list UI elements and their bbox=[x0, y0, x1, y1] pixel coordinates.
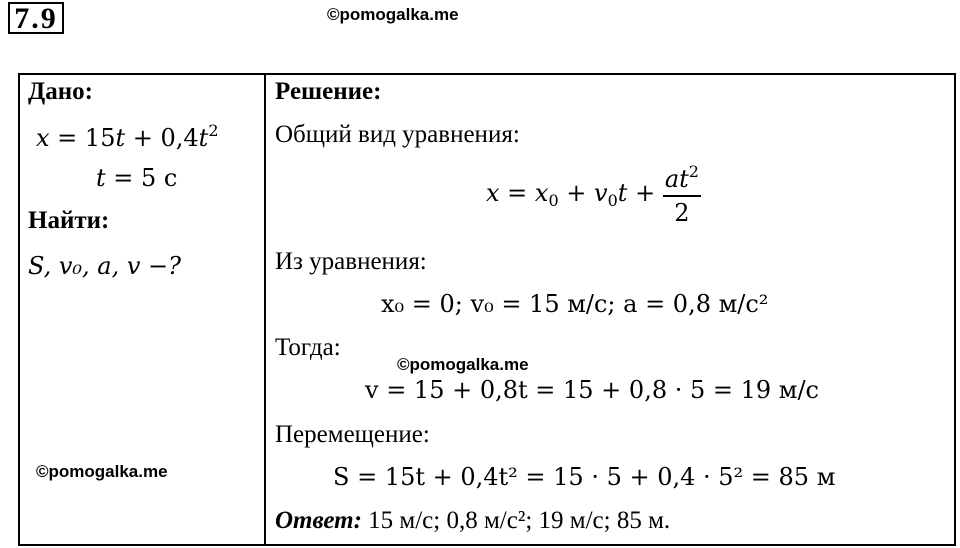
find-heading: Найти: bbox=[28, 207, 110, 234]
general-form-label: Общий вид уравнения: bbox=[275, 121, 520, 148]
displacement-equation: S = 15t + 0,4t² = 15 · 5 + 0,4 · 5² = 85 м bbox=[333, 463, 836, 491]
watermark-center: ©pomogalka.me bbox=[397, 355, 529, 374]
watermark-top: ©pomogalka.me bbox=[327, 5, 459, 24]
then-label: Тогда: bbox=[275, 334, 341, 361]
answer-text: 15 м/с; 0,8 м/с²; 19 м/с; 85 м. bbox=[361, 507, 671, 534]
answer-label: Ответ: bbox=[275, 507, 362, 534]
given-equation-t: t = 5 с bbox=[96, 164, 178, 192]
displacement-label: Перемещение: bbox=[275, 421, 430, 448]
problem-number: 7.9 bbox=[8, 2, 64, 34]
find-variables: S, v₀, a, v −? bbox=[28, 252, 182, 280]
column-divider bbox=[264, 73, 266, 546]
given-equation-x: $x = 15t + 0,4t^2$ bbox=[36, 121, 219, 152]
solution-heading: Решение: bbox=[275, 78, 382, 105]
velocity-equation: v = 15 + 0,8t = 15 + 0,8 · 5 = 19 м/с bbox=[365, 376, 819, 404]
fraction: $\frac{at^2}{2}$ bbox=[664, 162, 699, 227]
given-heading: Дано: bbox=[28, 78, 93, 105]
from-equation-label: Из уравнения: bbox=[275, 248, 427, 275]
general-form-equation: $x = x_0 + v_0t$ + $\frac{at^2}{2}$ bbox=[486, 162, 699, 227]
watermark-left: ©pomogalka.me bbox=[36, 462, 168, 481]
parameters-equation: x₀ = 0; v₀ = 15 м/с; a = 0,8 м/с² bbox=[381, 290, 769, 318]
answer-line bbox=[275, 507, 670, 535]
